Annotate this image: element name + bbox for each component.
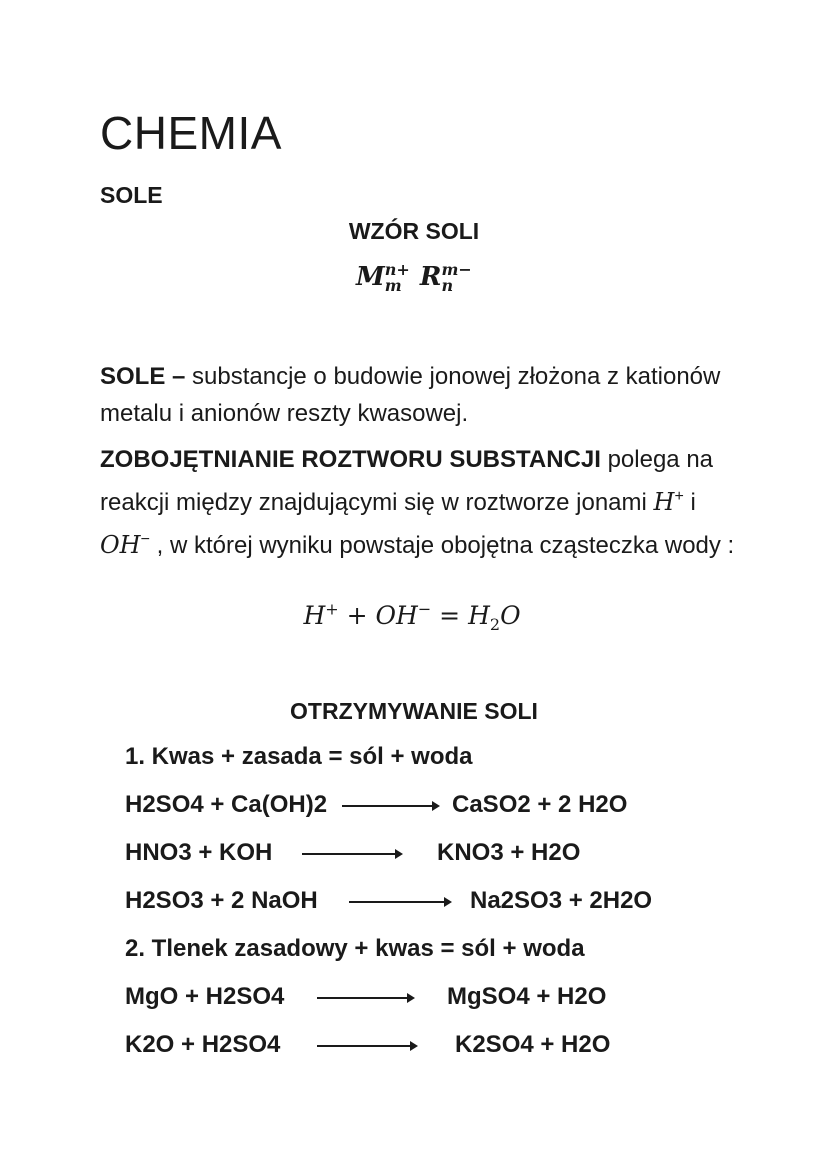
residue-symbol: R (419, 262, 442, 292)
ion-h: H (653, 488, 675, 516)
eq-oh: OH (375, 601, 418, 631)
reactants: H2SO3 + 2 NaOH (125, 887, 318, 914)
neutralization-term: ZOBOJĘTNIANIE ROZTWORU SUBSTANCJI (100, 446, 601, 473)
residue-index: n (441, 276, 454, 295)
formula-heading (0, 218, 828, 245)
general-salt-formula (356, 262, 482, 294)
salt-definition (100, 358, 740, 432)
reaction-row (125, 887, 653, 917)
conjunction: i (683, 489, 696, 516)
method-heading: 2. Tlenek zasadowy + kwas = sól + woda (125, 935, 585, 962)
arrow-icon (349, 901, 450, 903)
products: Na2SO3 + 2H2O (470, 887, 653, 914)
ion-h-charge: + (674, 488, 684, 505)
eq-oh-charge: − (417, 600, 432, 619)
metal-index: m (384, 276, 402, 295)
neutralization-equation (0, 600, 828, 634)
eq-h-charge: + (325, 600, 339, 619)
products: MgSO4 + H2O (447, 983, 607, 1010)
neutralization-definition (100, 441, 740, 564)
ion-oh-charge: − (140, 531, 150, 548)
metal-charge: n+ (384, 260, 410, 279)
arrow-icon (317, 1045, 416, 1047)
eq-h: H (303, 601, 326, 631)
arrow-icon (317, 997, 413, 999)
method-heading: 1. Kwas + zasada = sól + woda (125, 743, 473, 770)
eq-equals: = (431, 601, 469, 631)
arrow-icon (302, 853, 401, 855)
reactants: HNO3 + KOH (125, 839, 273, 866)
eq-plus: + (338, 601, 376, 631)
arrow-icon (342, 805, 438, 807)
definition-term: SOLE – (100, 363, 186, 390)
products: CaSO2 + 2 H2O (452, 791, 628, 818)
definition-text: substancje o budowie jonowej złożona z kationów metalu i anionów reszty kwasowej. (100, 363, 721, 427)
obtaining-heading: OTRZYMYWANIE SOLI (290, 698, 538, 724)
eq-water-o: O (500, 601, 521, 631)
reaction-row (125, 839, 581, 869)
residue-charge: m− (441, 260, 472, 279)
reaction-row (125, 791, 628, 821)
reaction-row (125, 1031, 611, 1061)
reactants: K2O + H2SO4 (125, 1031, 281, 1058)
reaction-row (125, 983, 607, 1013)
neutralization-text: polega na reakcji między znajdującymi się w roztworze jonami (100, 446, 714, 516)
reactants: MgO + H2SO4 (125, 983, 285, 1010)
products: KNO3 + H2O (437, 839, 581, 866)
metal-symbol: M (356, 262, 385, 292)
eq-water-h: H (468, 601, 490, 631)
ion-oh: OH (100, 531, 141, 559)
eq-water-index: 2 (489, 615, 501, 635)
formula-heading-text: WZÓR SOLI (348, 218, 480, 244)
reactants: H2SO4 + Ca(OH)2 (125, 791, 328, 818)
neutralization-text-end: , w której wyniku powstaje obojętna cząsteczka wody : (149, 532, 735, 559)
section-heading: SOLE (100, 182, 163, 208)
page-title: CHEMIA (100, 107, 282, 159)
products: K2SO4 + H2O (455, 1031, 611, 1058)
